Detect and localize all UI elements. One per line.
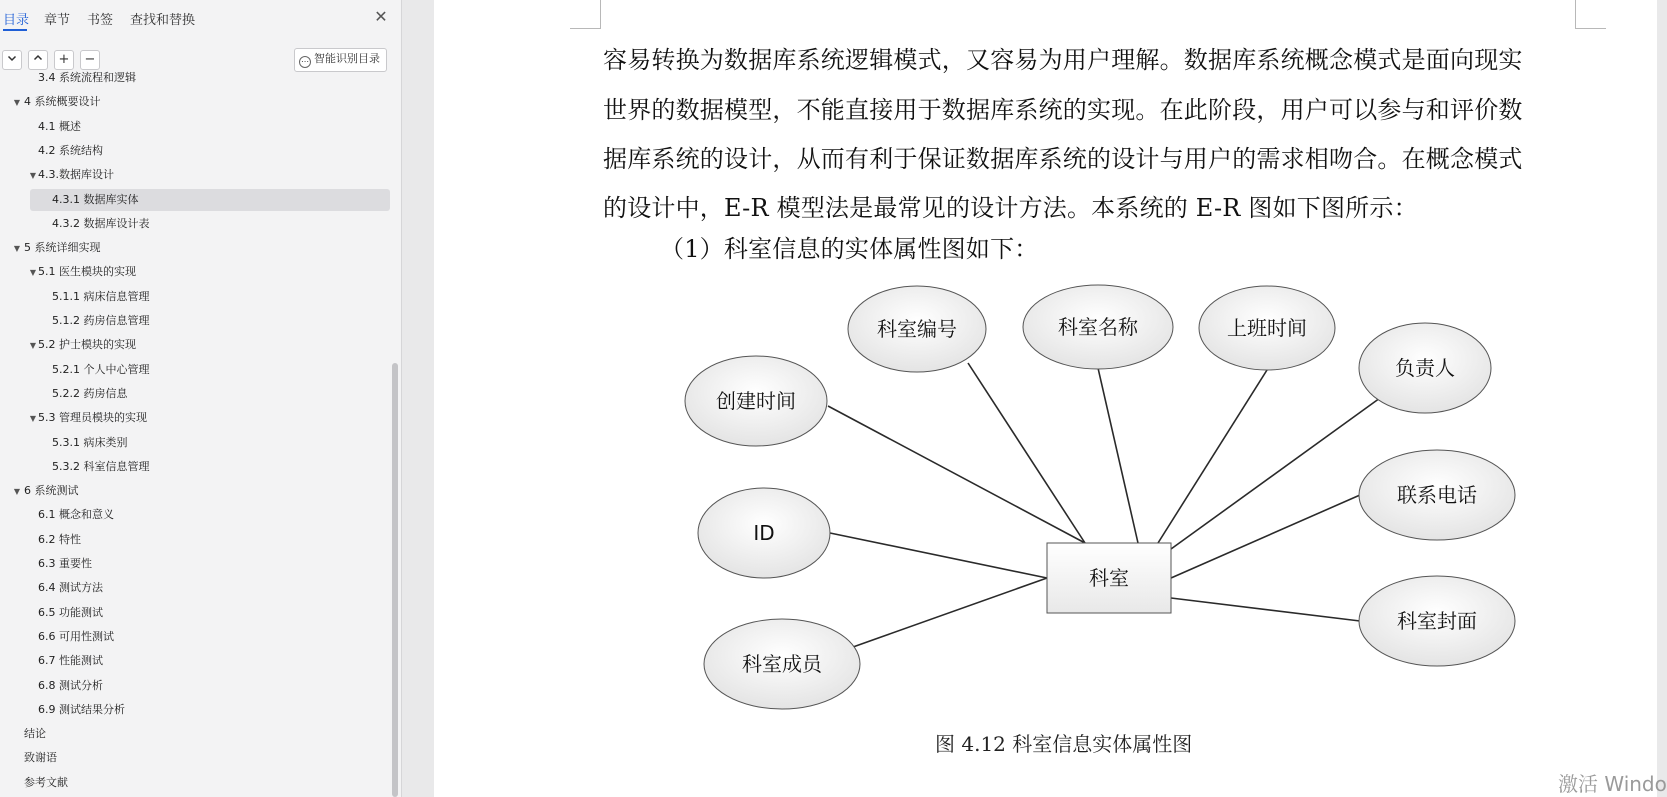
attribute-dept-number — [848, 286, 986, 372]
toc-item-6-6[interactable]: 6.6 可用性测试 — [38, 629, 114, 643]
connector-contact-phone — [1171, 495, 1360, 578]
attribute-label: 上班时间 — [1227, 316, 1307, 340]
close-icon[interactable]: ✕ — [374, 7, 388, 26]
attribute-dept-name — [1023, 285, 1173, 369]
attribute-label: 科室编号 — [877, 317, 957, 341]
connector-created-time — [828, 406, 1085, 543]
toc-expand-arrow-icon[interactable]: ▼ — [29, 414, 37, 424]
smart-toc-label: 智能识别目录 — [314, 52, 380, 65]
body-line-1: 容易转换为数据库系统逻辑模式，又容易为用户理解。数据库系统概念模式是面向现实 — [603, 46, 1523, 74]
toc-item-5-3-1[interactable]: 5.3.1 病床类别 — [52, 435, 128, 449]
attribute-dept-members — [704, 619, 860, 709]
toc-item-6-3[interactable]: 6.3 重要性 — [38, 557, 92, 570]
toc-item-6-9[interactable]: 6.9 测试结果分析 — [38, 702, 125, 716]
tab-chapters[interactable]: 章节 — [44, 13, 71, 28]
toc-item-6-7[interactable]: 6.7 性能测试 — [38, 654, 103, 668]
toc-item-6-2[interactable]: 6.2 特性 — [38, 532, 81, 546]
toc-item-5-1-2[interactable]: 5.1.2 药房信息管理 — [52, 314, 150, 327]
toc-item-5-1[interactable]: 5.1 医生模块的实现 — [38, 265, 136, 279]
attribute-label: 负责人 — [1395, 356, 1455, 380]
toc-item-6-4[interactable]: 6.4 测试方法 — [38, 581, 103, 595]
toc-item-4-3-2[interactable]: 4.3.2 数据库设计表 — [52, 216, 150, 230]
attribute-work-time — [1199, 286, 1335, 370]
subheading: （1）科室信息的实体属性图如下： — [660, 235, 1039, 263]
tab-toc[interactable]: 目录 — [3, 13, 30, 28]
toc-item-conclusion[interactable]: 结论 — [24, 727, 46, 741]
toc-item-5-3-2[interactable]: 5.3.2 科室信息管理 — [52, 459, 150, 473]
remove-heading-button[interactable]: − — [80, 50, 100, 70]
toc-item-5[interactable]: 5 系统详细实现 — [24, 241, 101, 255]
attribute-contact-phone — [1359, 450, 1515, 540]
figure-caption: 图 4.12 科室信息实体属性图 — [935, 732, 1193, 756]
entity-box — [1047, 543, 1171, 613]
toc-item-6-5[interactable]: 6.5 功能测试 — [38, 605, 103, 619]
connector-dept-name — [1098, 368, 1138, 543]
entity-label: 科室 — [1089, 566, 1129, 590]
smart-recognize-icon: ⋯ — [301, 57, 309, 66]
toc-item-5-2[interactable]: 5.2 护士模块的实现 — [38, 338, 136, 352]
body-line-2: 世界的数据模型，不能直接用于数据库系统的实现。在此阶段，用户可以参与和评价数 — [603, 96, 1523, 124]
attribute-label: 科室封面 — [1397, 609, 1477, 633]
toc-item-6-1[interactable]: 6.1 概念和意义 — [38, 508, 114, 522]
connector-dept-number — [968, 363, 1085, 543]
attribute-created-time — [685, 356, 827, 446]
toc-expand-arrow-icon[interactable]: ▼ — [29, 171, 37, 181]
toc-item-4-1[interactable]: 4.1 概述 — [38, 119, 81, 133]
toc-item-5-2-2[interactable]: 5.2.2 药房信息 — [52, 386, 128, 400]
toc-item-6[interactable]: 6 系统测试 — [24, 484, 79, 498]
activation-watermark: 激活 Windo — [1558, 772, 1667, 796]
body-line-4: 的设计中，E-R 模型法是最常见的设计方法。本系统的 E-R 图如下图所示： — [603, 194, 1418, 222]
toc-item-5-1-1[interactable]: 5.1.1 病床信息管理 — [52, 289, 150, 303]
attribute-id — [698, 488, 830, 578]
toc-item-5-2-1[interactable]: 5.2.1 个人中心管理 — [52, 362, 150, 376]
attribute-label: 科室成员 — [742, 652, 822, 676]
toc-item-references[interactable]: 参考文献 — [24, 775, 68, 789]
toc-expand-arrow-icon[interactable]: ▼ — [29, 268, 37, 278]
connector-id — [830, 533, 1047, 578]
toc-item-6-8[interactable]: 6.8 测试分析 — [38, 678, 103, 692]
attribute-manager — [1359, 323, 1491, 413]
connector-work-time — [1158, 370, 1267, 543]
add-heading-button[interactable]: + — [54, 50, 74, 70]
tab-find-replace[interactable]: 查找和替换 — [130, 13, 196, 28]
body-line-3: 据库系统的设计，从而有利于保证数据库系统的设计与用户的需求相吻合。在概念模式 — [603, 145, 1523, 173]
connector-dept-members — [853, 578, 1047, 647]
toc-item-4-3-1[interactable]: 4.3.1 数据库实体 — [30, 189, 390, 211]
attribute-label: 科室名称 — [1058, 315, 1138, 339]
toc-item-5-3[interactable]: 5.3 管理员模块的实现 — [38, 411, 147, 425]
attribute-label: ID — [753, 521, 775, 545]
attribute-label: 创建时间 — [716, 389, 796, 413]
toc-expand-arrow-icon[interactable]: ▼ — [13, 98, 21, 108]
toc-item-4-2[interactable]: 4.2 系统结构 — [38, 143, 103, 157]
toc-expand-arrow-icon[interactable]: ▼ — [29, 341, 37, 351]
toc-expand-arrow-icon[interactable]: ▼ — [13, 244, 21, 254]
connector-dept-cover — [1171, 598, 1360, 621]
toc-expand-arrow-icon[interactable]: ▼ — [13, 487, 21, 497]
attribute-label: 联系电话 — [1397, 483, 1477, 507]
attribute-dept-cover — [1359, 576, 1515, 666]
toc-item-4[interactable]: 4 系统概要设计 — [24, 95, 101, 109]
toc-item-4-3[interactable]: 4.3.数据库设计 — [38, 168, 114, 182]
tab-bookmarks[interactable]: 书签 — [87, 13, 114, 28]
toc-item-thanks[interactable]: 致谢语 — [24, 751, 57, 765]
toc-item-3-4[interactable]: 3.4 系统流程和逻辑 — [38, 71, 136, 84]
